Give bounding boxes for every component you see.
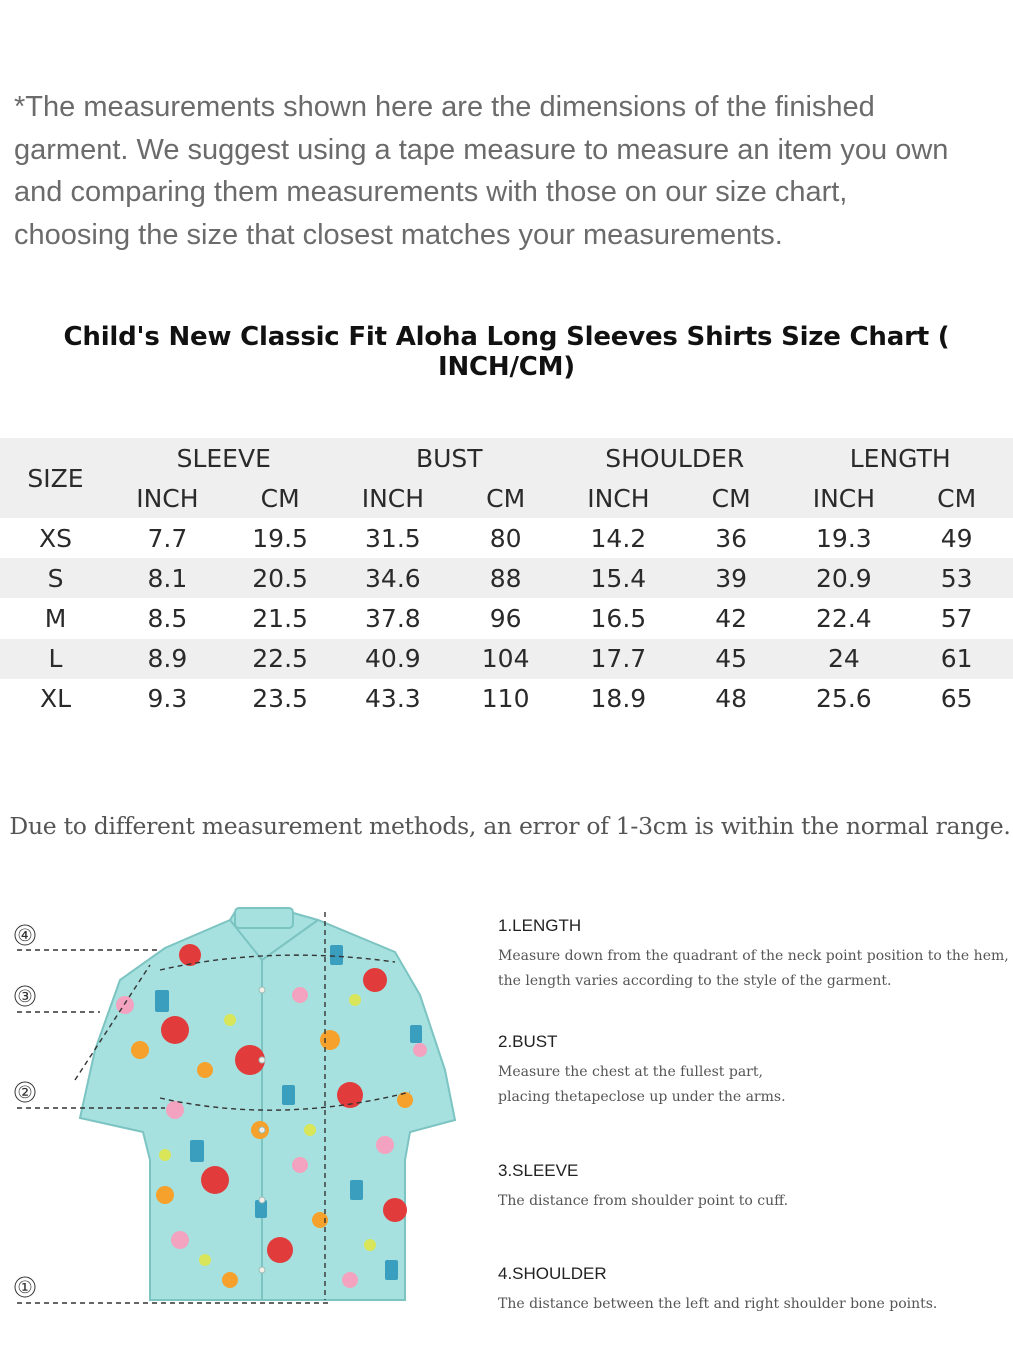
group-header-shoulder: SHOULDER bbox=[605, 443, 745, 473]
table-cell: 65 bbox=[940, 684, 973, 714]
table-group-header-row bbox=[0, 438, 1013, 478]
table-cell: 20.5 bbox=[224, 558, 337, 598]
table-cell: 15.4 bbox=[562, 558, 675, 598]
table-unit-header-row bbox=[0, 478, 1013, 518]
table-cell: 53 bbox=[900, 558, 1013, 598]
table-row bbox=[0, 558, 1013, 598]
size-header: SIZE bbox=[27, 463, 84, 493]
step-length bbox=[498, 916, 1013, 994]
unit-header: INCH bbox=[361, 483, 425, 513]
unit-header: INCH bbox=[587, 483, 650, 513]
step-title: 1.LENGTH bbox=[498, 916, 582, 935]
step-desc bbox=[498, 944, 1013, 994]
table-cell: 43.3 bbox=[365, 684, 421, 714]
table-row bbox=[0, 518, 1013, 558]
chart-title: Child's New Classic Fit Aloha Long Sleeves Shirts Size Chart ( INCH/CM) bbox=[63, 322, 950, 382]
intro-text bbox=[14, 86, 1004, 256]
step-title: 4.SHOULDER bbox=[498, 1264, 607, 1283]
table-cell: 37.8 bbox=[365, 603, 421, 633]
step-bust bbox=[498, 1032, 1013, 1110]
size-cell: S bbox=[0, 558, 111, 598]
size-cell: XS bbox=[39, 523, 72, 553]
step-title: 3.SLEEVE bbox=[498, 1161, 579, 1180]
unit-header: CM bbox=[486, 483, 526, 513]
step-desc-line: placing thetapeclose up under the arms. bbox=[498, 1089, 786, 1105]
table-cell: 22.5 bbox=[224, 639, 337, 679]
table-cell: 42 bbox=[715, 603, 748, 633]
step-desc-line: the length varies according to the style of the garment. bbox=[498, 973, 892, 989]
intro-line: *The measurements shown here are the dimensions of the finished bbox=[14, 91, 875, 123]
table-cell: 104 bbox=[449, 639, 562, 679]
shirt-measurement-diagram bbox=[0, 900, 480, 1320]
step-desc-line: Measure down from the quadrant of the neck point position to the hem, bbox=[498, 948, 1009, 964]
table-cell: 48 bbox=[715, 684, 748, 714]
group-header-bust: BUST bbox=[415, 443, 483, 473]
shirt-illustration bbox=[80, 908, 455, 1300]
unit-header: CM bbox=[937, 483, 977, 513]
intro-line: choosing the size that closest matches your measurements. bbox=[14, 218, 783, 251]
intro-line: garment. We suggest using a tape measure to measure an item you own bbox=[14, 133, 949, 166]
step-desc-line: The distance from shoulder point to cuff. bbox=[498, 1193, 789, 1209]
table-cell: 34.6 bbox=[337, 558, 450, 598]
unit-header: CM bbox=[260, 483, 300, 513]
table-cell: 40.9 bbox=[337, 639, 450, 679]
step-desc bbox=[498, 1060, 1013, 1110]
step-desc-line: The distance between the left and right shoulder bone points. bbox=[498, 1296, 938, 1312]
table-cell: 8.1 bbox=[111, 558, 224, 598]
table-cell: 49 bbox=[940, 523, 973, 553]
table-cell: 19.5 bbox=[252, 523, 308, 553]
size-cell: L bbox=[0, 639, 111, 679]
table-cell: 14.2 bbox=[590, 523, 647, 553]
measurement-error-note: Due to different measurement methods, an error of 1-3cm is within the normal range. bbox=[9, 812, 1011, 840]
table-row bbox=[0, 679, 1013, 719]
table-cell: 16.5 bbox=[590, 603, 647, 633]
group-header-sleeve: SLEEVE bbox=[176, 443, 271, 473]
table-row bbox=[0, 598, 1013, 638]
step-desc-line: Measure the chest at the fullest part, bbox=[498, 1064, 763, 1080]
table-cell: 31.5 bbox=[365, 523, 421, 553]
table-cell: 7.7 bbox=[147, 523, 188, 553]
group-header-length: LENGTH bbox=[849, 443, 951, 473]
table-cell: 9.3 bbox=[147, 684, 188, 714]
table-cell: 88 bbox=[449, 558, 562, 598]
unit-header: CM bbox=[711, 483, 751, 513]
table-cell: 61 bbox=[900, 639, 1013, 679]
marker-1: ① bbox=[17, 1278, 33, 1298]
marker-3: ③ bbox=[17, 987, 33, 1007]
marker-2: ② bbox=[17, 1083, 33, 1103]
table-cell: 18.9 bbox=[590, 684, 647, 714]
table-cell: 21.5 bbox=[252, 603, 308, 633]
table-cell: 36 bbox=[715, 523, 748, 553]
unit-header: INCH bbox=[136, 483, 199, 513]
table-cell: 110 bbox=[481, 684, 530, 714]
table-cell: 57 bbox=[940, 603, 973, 633]
table-cell: 20.9 bbox=[788, 558, 901, 598]
size-table bbox=[0, 438, 1013, 719]
table-cell: 19.3 bbox=[816, 523, 872, 553]
table-cell: 22.4 bbox=[816, 603, 872, 633]
table-cell: 39 bbox=[675, 558, 788, 598]
table-cell: 17.7 bbox=[562, 639, 675, 679]
table-cell: 80 bbox=[489, 523, 522, 553]
table-row bbox=[0, 639, 1013, 679]
unit-header: INCH bbox=[812, 483, 876, 513]
size-cell: M bbox=[44, 603, 67, 633]
step-title: 2.BUST bbox=[498, 1032, 558, 1051]
table-cell: 45 bbox=[675, 639, 788, 679]
intro-line: and comparing them measurements with those on our size chart, bbox=[14, 176, 848, 208]
step-sleeve bbox=[498, 1161, 1013, 1214]
table-cell: 8.9 bbox=[111, 639, 224, 679]
size-cell: XL bbox=[39, 684, 72, 714]
table-cell: 8.5 bbox=[147, 603, 188, 633]
table-cell: 96 bbox=[489, 603, 522, 633]
step-shoulder bbox=[498, 1264, 1013, 1317]
table-cell: 25.6 bbox=[816, 684, 872, 714]
table-cell: 24 bbox=[788, 639, 901, 679]
step-desc bbox=[498, 1189, 1013, 1214]
table-cell: 23.5 bbox=[252, 684, 308, 714]
step-desc bbox=[498, 1292, 1013, 1317]
marker-4: ④ bbox=[17, 926, 33, 946]
